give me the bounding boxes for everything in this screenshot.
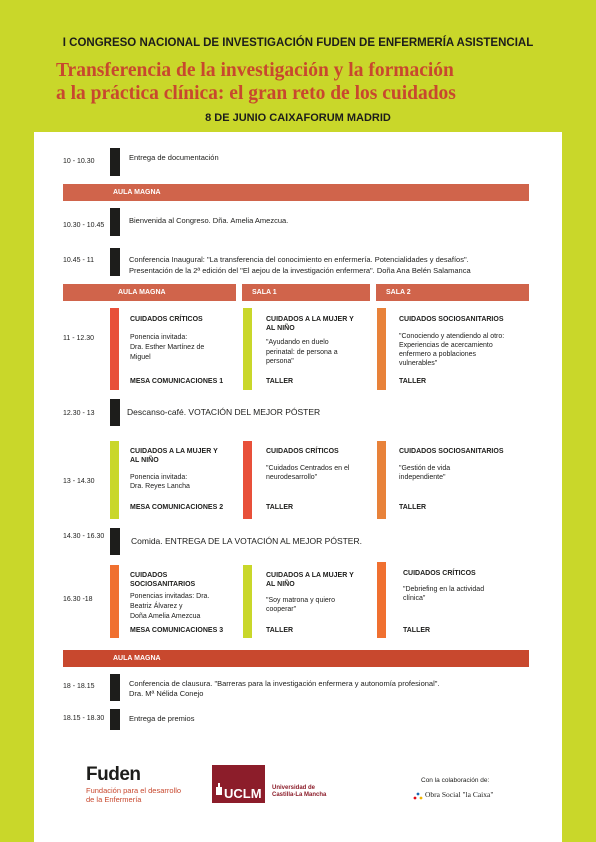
time-label: 14.30 - 16.30 — [63, 533, 105, 540]
session-text: vulnerables" — [399, 360, 438, 367]
session-text: Dra. Reyes Lancha — [130, 483, 190, 490]
time-label: 16.30 -18 — [63, 596, 93, 603]
fuden-subtitle: Fundación para el desarrollo — [86, 786, 182, 795]
session-text: "Ayudando en duelo — [266, 339, 329, 346]
marker — [110, 248, 120, 276]
time-label: 13 - 14.30 — [63, 478, 95, 485]
caixa-star-icon — [413, 789, 423, 799]
session-footer: MESA COMUNICACIONES 3 — [130, 627, 224, 634]
session-text: clínica" — [403, 595, 426, 602]
agenda-text: Entrega de premios — [129, 714, 195, 723]
session-text: perinatal: de persona a — [266, 349, 338, 356]
session-text: Experiencias de acercamiento — [399, 342, 493, 349]
session-title: CUIDADOS A LA MUJER Y — [266, 316, 354, 323]
time-label: 10.30 - 10.45 — [63, 222, 105, 229]
time-label: 12.30 - 13 — [63, 410, 95, 417]
congress-title: I CONGRESO NACIONAL DE INVESTIGACIÓN FUDEN DE ENFERMERÍA ASISTENCIAL — [62, 37, 534, 49]
session-footer: MESA COMUNICACIONES 2 — [130, 504, 224, 511]
session-marker — [243, 441, 252, 519]
agenda-text: Dra. Mª Nélida Conejo — [129, 689, 204, 698]
aula-magna-header: AULA MAGNA — [63, 184, 529, 201]
room-header-sala1: SALA 1 — [242, 284, 370, 301]
marker — [110, 148, 120, 176]
session-title: AL NIÑO — [130, 457, 159, 464]
room-header-sala2: SALA 2 — [376, 284, 529, 301]
marker — [110, 208, 120, 236]
time-label: 10 - 10.30 — [63, 158, 95, 165]
agenda-text: Conferencia Inaugural: "La transferencia del conocimiento en enfermería. Potencialidades y desafíos". — [129, 255, 469, 264]
main-title-line1: Transferencia de la investigación y la formación — [56, 60, 454, 81]
uclm-subtitle: Castilla-La Mancha — [272, 792, 327, 798]
session-title: CUIDADOS CRÍTICOS — [403, 570, 476, 577]
caixa-name: Obra Social "la Caixa" — [425, 790, 494, 799]
session-marker — [110, 565, 119, 638]
session-footer: TALLER — [399, 378, 427, 385]
room-header-aula: AULA MAGNA — [63, 284, 236, 301]
session-text: Dra. Esther Martínez de — [130, 344, 205, 351]
session-text: "Soy matrona y quiero — [266, 597, 336, 604]
time-label: 18.15 - 18.30 — [63, 715, 105, 722]
aula-magna-header: AULA MAGNA — [63, 650, 529, 667]
session-title: CUIDADOS CRÍTICOS — [266, 448, 339, 455]
session-footer: TALLER — [399, 504, 427, 511]
session-title: CUIDADOS CRÍTICOS — [130, 316, 203, 323]
session-text: "Debriefing en la actividad — [403, 586, 485, 593]
uclm-subtitle: Universidad de — [272, 785, 316, 791]
session-text: Miguel — [130, 354, 151, 361]
session-title: SOCIOSANITARIOS — [130, 581, 196, 588]
session-title: CUIDADOS A LA MUJER Y — [266, 572, 354, 579]
session-text: neurodesarrollo" — [266, 474, 318, 481]
session-marker — [110, 308, 119, 390]
session-text: Ponencias invitadas: Dra. — [130, 593, 210, 600]
session-footer: TALLER — [266, 627, 294, 634]
session-text: independiente" — [399, 474, 446, 481]
session-title: AL NIÑO — [266, 325, 295, 332]
time-label: 18 - 18.15 — [63, 683, 95, 690]
session-text: "Conociendo y atendiendo al otro: — [399, 333, 505, 340]
session-text: "Gestión de vida — [399, 465, 451, 472]
agenda-text: Bienvenida al Congreso. Dña. Amelia Amezcua. — [129, 216, 289, 225]
agenda-text: Comida. ENTREGA DE LA VOTACIÓN AL MEJOR PÓSTER. — [131, 536, 362, 546]
time-label: 11 - 12.30 — [63, 335, 95, 342]
session-marker — [377, 441, 386, 519]
session-text: Doña Amelia Amezcua — [130, 613, 201, 620]
session-footer: MESA COMUNICACIONES 1 — [130, 378, 224, 385]
session-text: cooperar" — [266, 606, 297, 613]
session-text: enfermero a poblaciones — [399, 351, 477, 358]
session-footer: TALLER — [266, 378, 294, 385]
agenda-text: Descanso-café. VOTACIÓN DEL MEJOR PÓSTER — [127, 407, 321, 417]
fuden-subtitle: de la Enfermería — [86, 795, 142, 804]
session-text: Ponencia invitada: — [130, 334, 188, 341]
session-footer: TALLER — [266, 504, 294, 511]
session-text: "Cuidados Centrados en el — [266, 465, 350, 472]
agenda-text: Presentación de la 2ª edición del "El aejou de la investigación enfermera". Doña Ana Belén Salamanca — [129, 266, 471, 275]
session-text: persona" — [266, 358, 294, 365]
session-marker — [377, 562, 386, 638]
time-label: 10.45 - 11 — [63, 257, 95, 264]
session-marker — [377, 308, 386, 390]
main-title-line2: a la práctica clínica: el gran reto de los cuidados — [56, 83, 456, 104]
date-place: 8 DE JUNIO CAIXAFORUM MADRID — [205, 112, 391, 124]
session-marker — [110, 441, 119, 519]
session-title: CUIDADOS SOCIOSANITARIOS — [399, 316, 504, 323]
session-title: CUIDADOS — [130, 572, 168, 579]
session-footer: TALLER — [403, 627, 431, 634]
agenda-text: Conferencia de clausura. "Barreras para la investigación enfermera y autonomía profesional". — [129, 679, 440, 688]
session-marker — [243, 308, 252, 390]
uclm-name: UCLM — [224, 786, 262, 801]
session-title: CUIDADOS A LA MUJER Y — [130, 448, 218, 455]
marker — [110, 528, 120, 555]
marker — [110, 709, 120, 730]
marker — [110, 674, 120, 701]
collab-label: Con la colaboración de: — [421, 777, 490, 784]
marker — [110, 399, 120, 426]
agenda-text: Entrega de documentación — [129, 153, 219, 162]
session-text: Ponencia invitada: — [130, 474, 188, 481]
fuden-logo: Fuden — [86, 764, 141, 785]
session-title: AL NIÑO — [266, 581, 295, 588]
session-text: Beatriz Álvarez y — [130, 603, 183, 610]
session-title: CUIDADOS SOCIOSANITARIOS — [399, 448, 504, 455]
session-marker — [243, 565, 252, 638]
